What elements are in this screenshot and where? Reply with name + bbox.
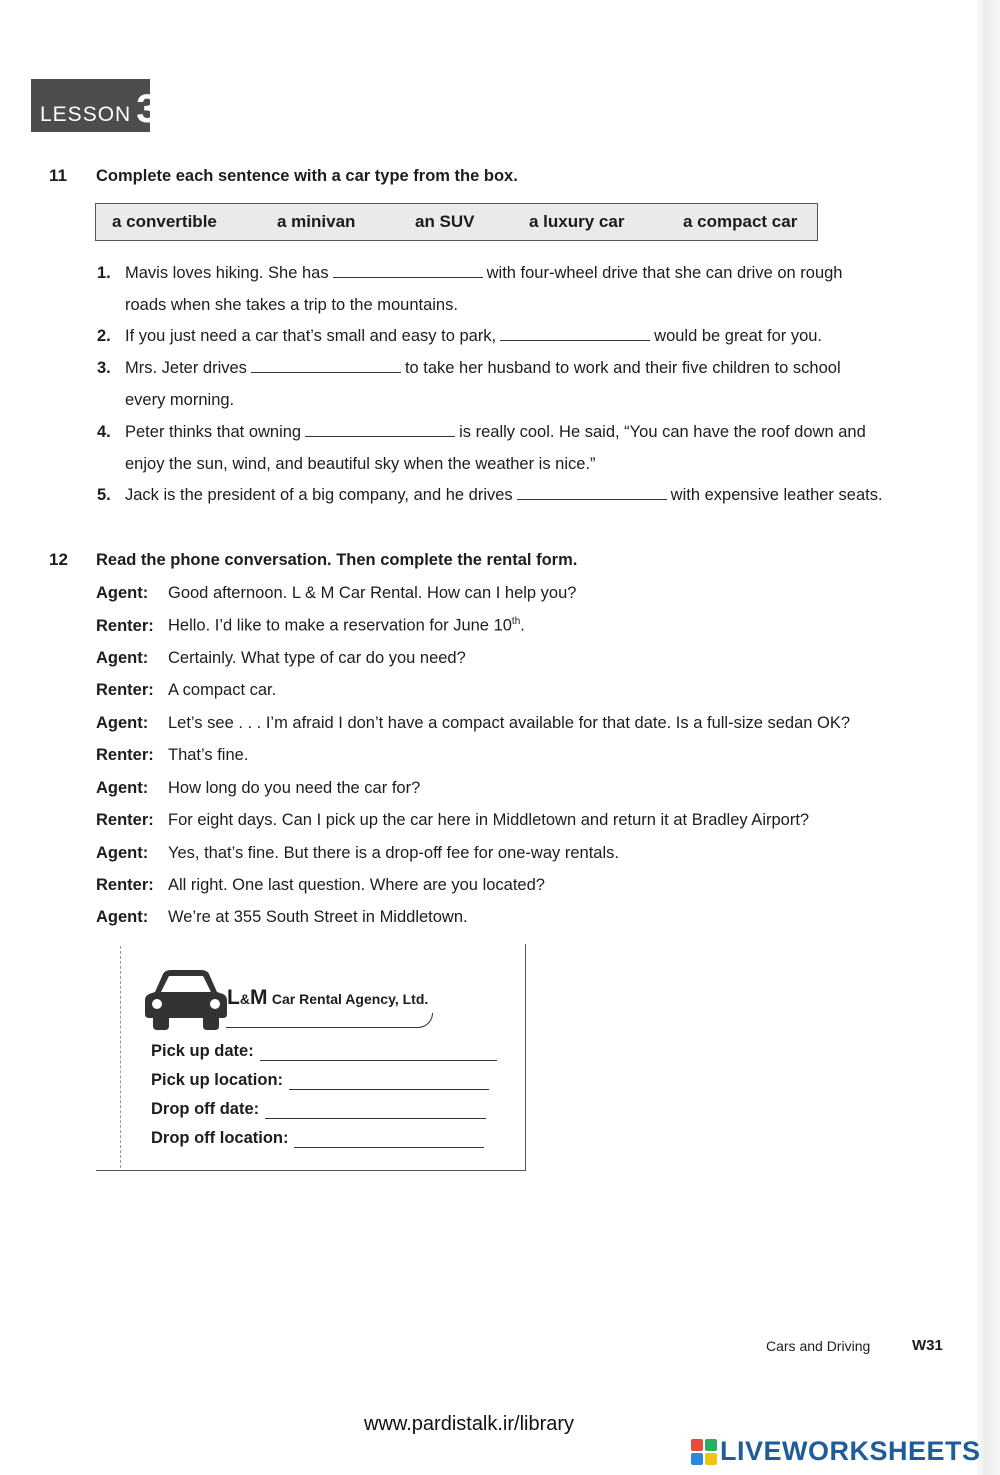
- word-box: [95, 203, 818, 241]
- speaker: Agent:: [96, 844, 149, 862]
- word-option: a compact car: [683, 212, 798, 231]
- drop-off-date-field[interactable]: [151, 1100, 486, 1119]
- lesson-label: LESSON: [40, 103, 132, 126]
- sentence-text: Mavis loves hiking. She has: [125, 264, 329, 282]
- dialogue-line: [96, 584, 576, 603]
- exercise-11-instruction: Complete each sentence with a car type from the box.: [96, 167, 518, 185]
- superscript: th: [511, 616, 521, 627]
- sentence-4: [97, 417, 937, 448]
- speaker: Agent:: [96, 584, 149, 602]
- sentence-number: 1.: [97, 264, 111, 282]
- dialogue-line: [96, 681, 276, 700]
- logo-text: LIVEWORKSHEETS: [720, 1436, 981, 1466]
- form-perforation: [120, 946, 121, 1168]
- field-blank[interactable]: [294, 1146, 484, 1148]
- agency-logo-text: L&M Car Rental Agency, Ltd.: [227, 986, 429, 1009]
- utterance: Yes, that’s fine. But there is a drop-off fee for one-way rentals.: [168, 844, 619, 862]
- sentence-continuation: enjoy the sun, wind, and beautiful sky when the weather is nice.”: [125, 455, 596, 473]
- utterance: A compact car.: [168, 681, 277, 699]
- logo-icon: [691, 1439, 717, 1465]
- sentence-2: [97, 321, 937, 352]
- field-label: Drop off location:: [151, 1129, 289, 1147]
- dialogue-line: [96, 616, 525, 636]
- utterance: For eight days. Can I pick up the car here in Middletown and return it at Bradley Airport?: [168, 811, 810, 829]
- sentence-text: If you just need a car that’s small and easy to park,: [125, 327, 497, 345]
- speaker: Agent:: [96, 779, 149, 797]
- answer-blank[interactable]: [333, 265, 483, 278]
- sentence-number: 3.: [97, 359, 111, 377]
- utterance: That’s fine.: [168, 746, 249, 764]
- utterance-tail: .: [520, 616, 525, 635]
- speaker: Renter:: [96, 746, 154, 764]
- answer-blank[interactable]: [305, 424, 455, 437]
- sentence-text: Jack is the president of a big company, and he drives: [125, 486, 513, 504]
- utterance: We’re at 355 South Street in Middletown.: [168, 908, 468, 926]
- sentence-text: with expensive leather seats.: [670, 486, 883, 504]
- liveworksheets-logo: [691, 1436, 981, 1467]
- sentence-text: with four-wheel drive that she can drive on rough: [486, 264, 843, 282]
- logo-underline: [226, 1013, 433, 1028]
- speaker: Renter:: [96, 681, 154, 699]
- field-blank[interactable]: [289, 1088, 489, 1090]
- lesson-number: 3: [136, 87, 159, 131]
- dialogue-line: [96, 649, 466, 668]
- field-label: Pick up date:: [151, 1042, 254, 1060]
- sentence-number: 4.: [97, 423, 111, 441]
- dialogue-line: [96, 779, 420, 798]
- field-blank[interactable]: [265, 1117, 486, 1119]
- utterance: How long do you need the car for?: [168, 779, 421, 797]
- utterance: Let’s see . . . I’m afraid I don’t have a compact available for that date. Is a full-size sedan OK?: [168, 714, 851, 732]
- utterance: All right. One last question. Where are you located?: [168, 876, 545, 894]
- page-number: W31: [912, 1337, 943, 1354]
- drop-off-location-field[interactable]: [151, 1129, 484, 1148]
- dialogue-line: [96, 746, 248, 765]
- field-blank[interactable]: [260, 1059, 497, 1061]
- sentence-text: to take her husband to work and their five children to school: [404, 359, 841, 377]
- sentence-text: Peter thinks that owning: [125, 423, 302, 441]
- speaker: Renter:: [96, 876, 154, 894]
- speaker: Renter:: [96, 811, 154, 829]
- dialogue-line: [96, 844, 619, 863]
- sentence-1: [97, 258, 937, 289]
- section-title: Cars and Driving: [766, 1338, 871, 1354]
- answer-blank[interactable]: [500, 328, 650, 341]
- exercise-12-instruction: Read the phone conversation. Then complete the rental form.: [96, 551, 578, 569]
- utterance: Good afternoon. L & M Car Rental. How can I help you?: [168, 584, 577, 602]
- word-option: an SUV: [415, 212, 475, 231]
- dialogue-line: [96, 714, 850, 733]
- sentence-text: would be great for you.: [654, 327, 823, 345]
- sentence-text: Mrs. Jeter drives: [125, 359, 247, 377]
- utterance: Certainly. What type of car do you need?: [168, 649, 466, 667]
- dialogue-line: [96, 811, 809, 830]
- pick-up-location-field[interactable]: [151, 1071, 489, 1090]
- sentence-number: 2.: [97, 327, 111, 345]
- car-icon: [145, 968, 227, 1032]
- speaker: Agent:: [96, 714, 149, 732]
- sentence-continuation: every morning.: [125, 391, 235, 409]
- sentence-3: [97, 353, 937, 384]
- field-label: Pick up location:: [151, 1071, 284, 1089]
- speaker: Agent:: [96, 908, 149, 926]
- exercise-12-number: 12: [49, 550, 68, 569]
- speaker: Agent:: [96, 649, 149, 667]
- sentence-text: is really cool. He said, “You can have the roof down and: [459, 423, 866, 441]
- sentence-5: [97, 480, 937, 511]
- sentence-number: 5.: [97, 486, 111, 504]
- source-url: www.pardistalk.ir/library: [364, 1413, 575, 1435]
- utterance: Hello. I’d like to make a reservation for June 10: [168, 616, 512, 635]
- pick-up-date-field[interactable]: [151, 1042, 497, 1061]
- lesson-tab: [31, 79, 159, 132]
- word-option: a luxury car: [529, 212, 625, 231]
- word-option: a convertible: [112, 212, 217, 231]
- word-option: a minivan: [277, 212, 356, 231]
- sentence-continuation: roads when she takes a trip to the mountains.: [125, 296, 458, 314]
- exercise-11-number: 11: [49, 166, 67, 185]
- field-label: Drop off date:: [151, 1100, 260, 1118]
- dialogue-line: [96, 908, 468, 927]
- answer-blank[interactable]: [517, 487, 667, 500]
- speaker: Renter:: [96, 616, 154, 635]
- dialogue-line: [96, 876, 545, 895]
- answer-blank[interactable]: [251, 360, 401, 373]
